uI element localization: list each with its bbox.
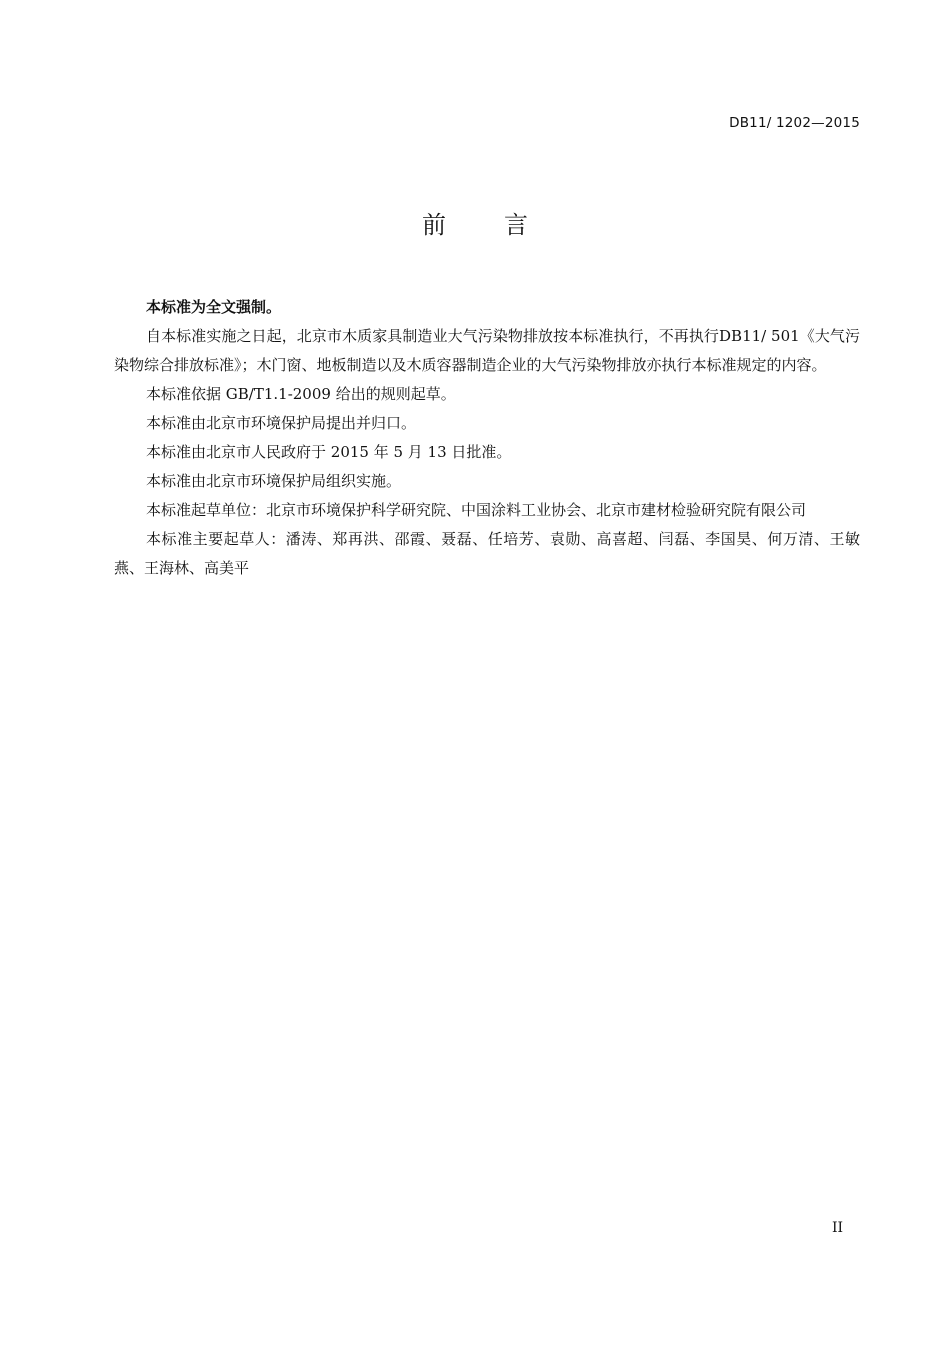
proposer-paragraph: 本标准由北京市环境保护局提出并归口。: [146, 414, 417, 432]
drafters-paragraph: 本标准主要起草人：潘涛、郑再洪、邵霞、聂磊、任培芳、袁勋、高喜超、闫磊、李国昊、何万清、王敏燕、王海林、高美平: [114, 530, 860, 577]
implementation-paragraph: 本标准由北京市环境保护局组织实施。: [146, 472, 402, 490]
foreword-body: [114, 293, 860, 583]
mandatory-statement: 本标准为全文强制。: [146, 298, 282, 316]
scope-paragraph: 自本标准实施之日起，北京市木质家具制造业大气污染物排放按本标准执行，不再执行DB11/ 501《大气污染物综合排放标准》；木门窗、地板制造以及木质容器制造企业的大气污染物排放亦执行本标准规定的内容。: [114, 327, 860, 374]
page-title: 前言: [422, 211, 586, 239]
page-number: II: [831, 1220, 843, 1236]
drafting-rules-paragraph: 本标准依据 GB/T1.1-2009 给出的规则起草。: [146, 385, 456, 403]
drafting-units-paragraph: 本标准起草单位：北京市环境保护科学研究院、中国涂料工业协会、北京市建材检验研究院有限公司: [146, 501, 807, 519]
approval-paragraph: 本标准由北京市人民政府于 2015 年 5 月 13 日批准。: [146, 443, 512, 461]
document-code: DB11/ 1202—2015: [729, 115, 860, 131]
